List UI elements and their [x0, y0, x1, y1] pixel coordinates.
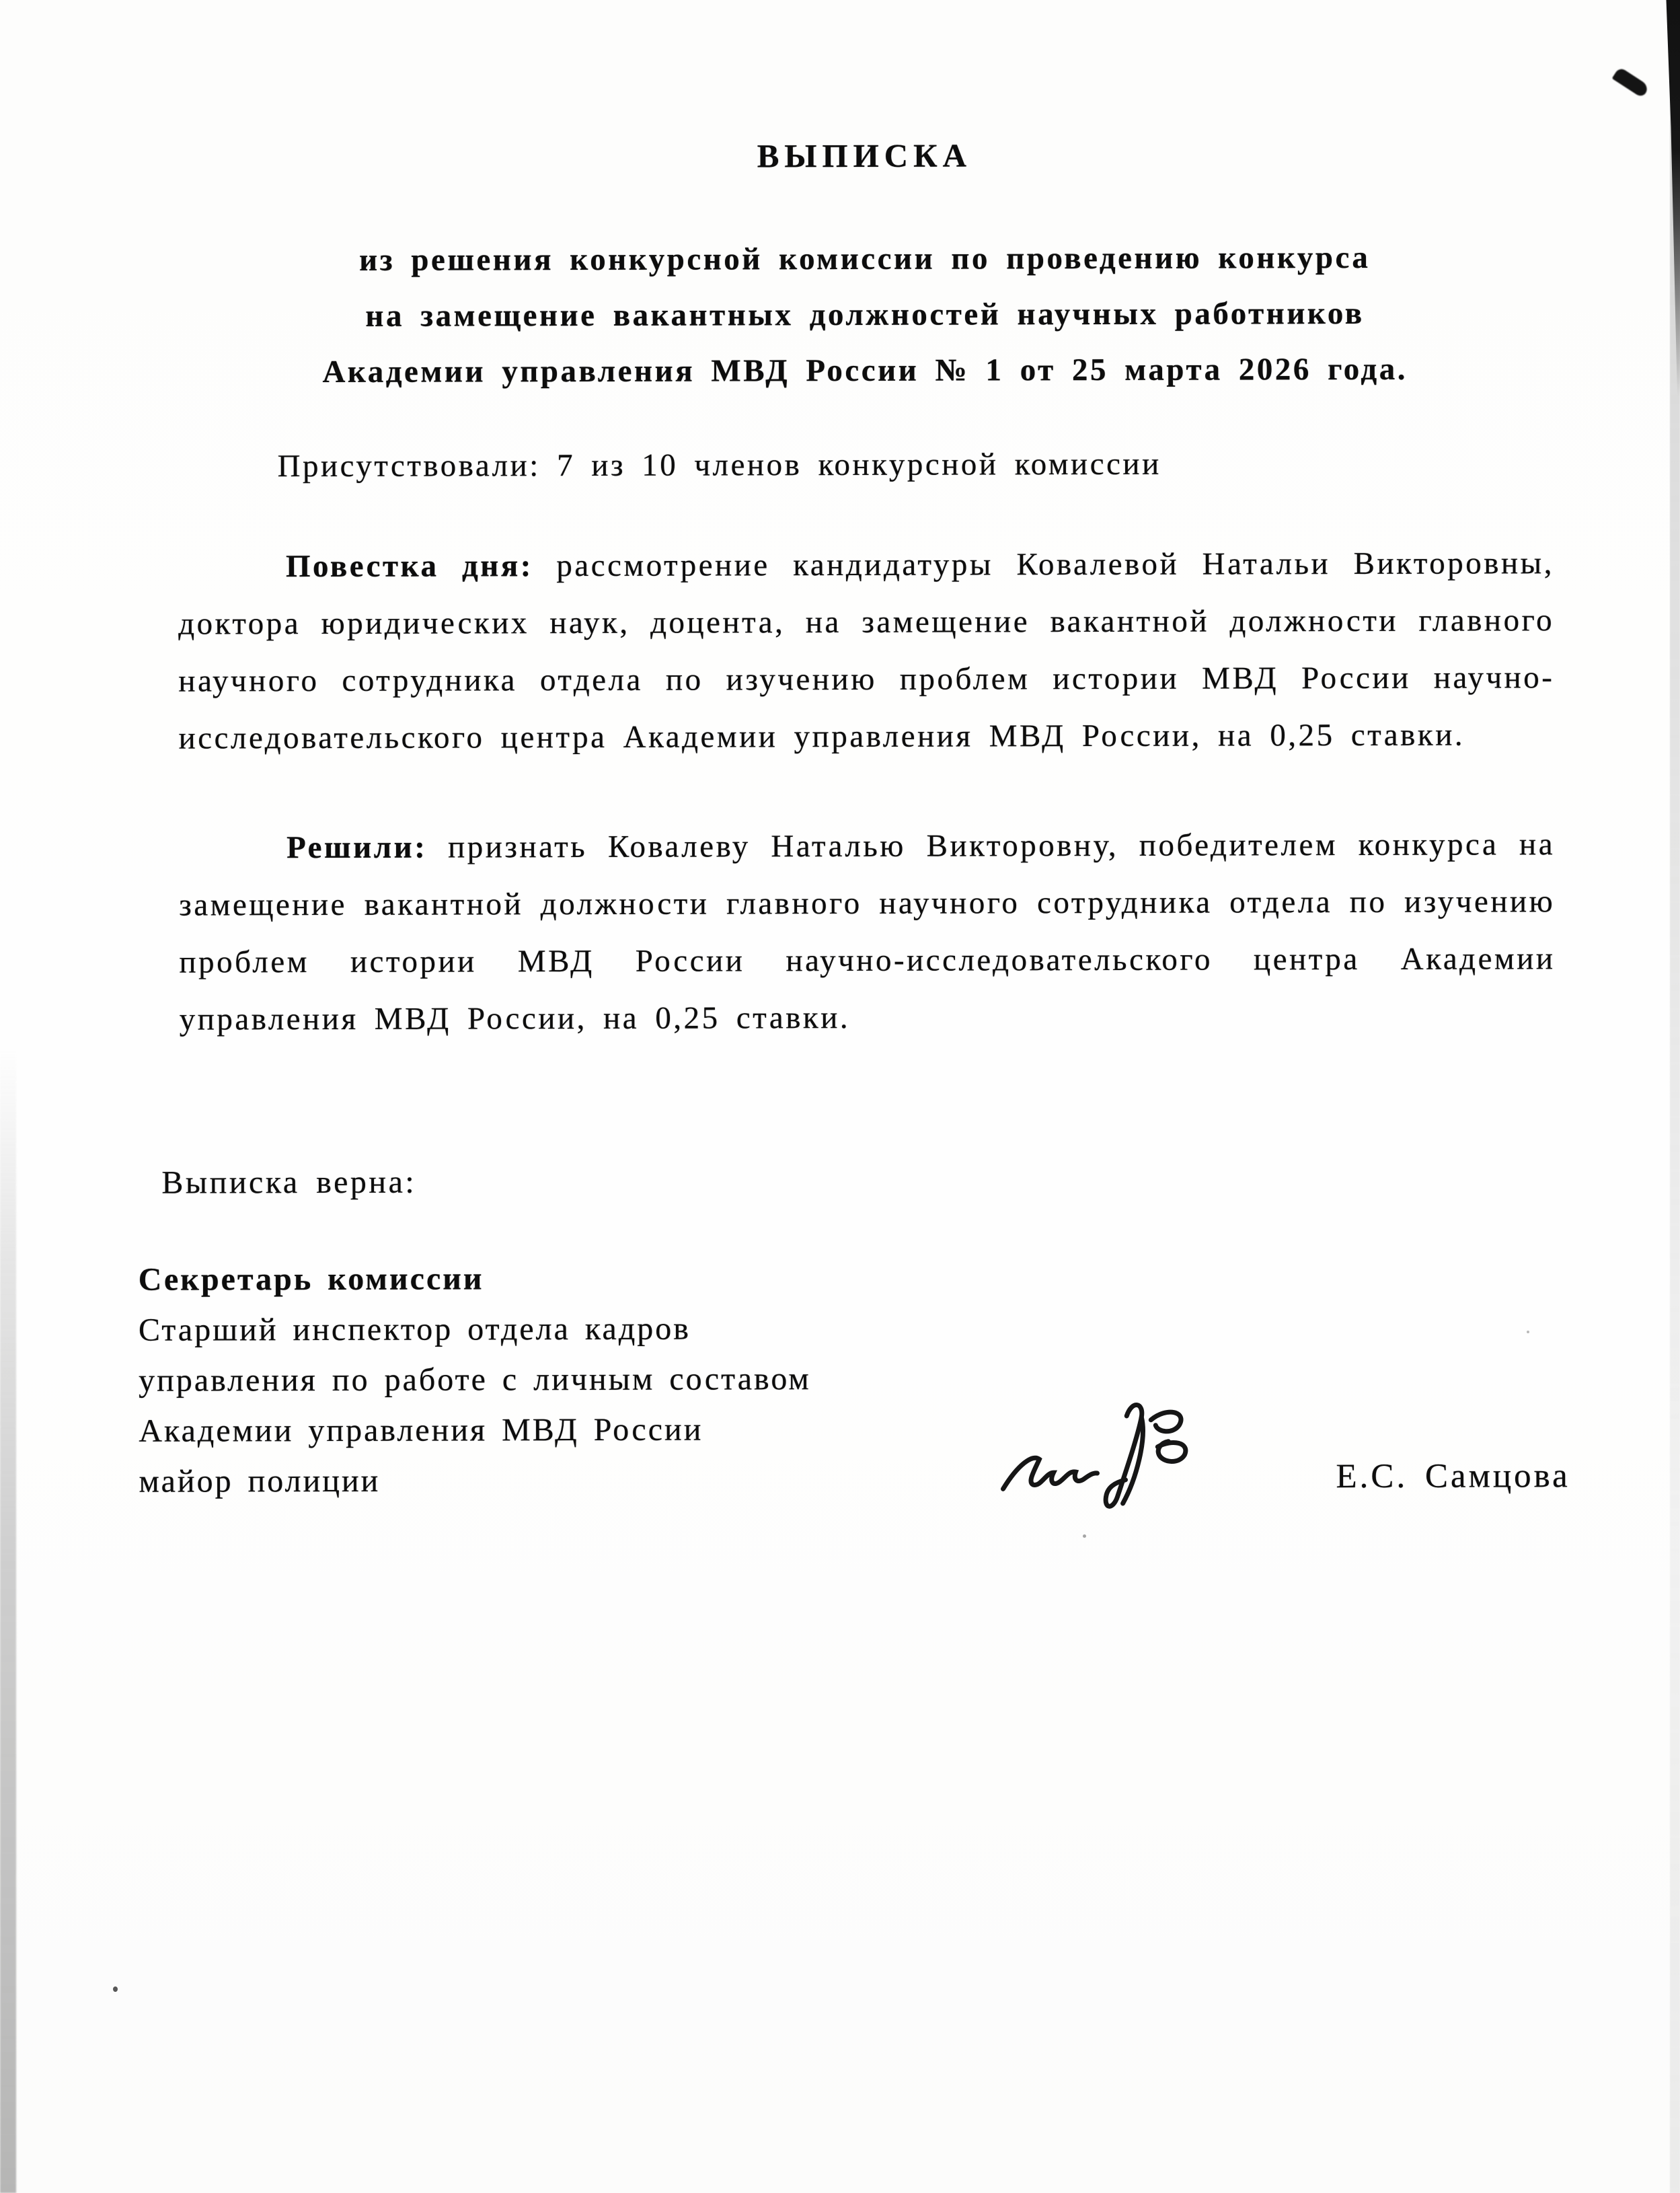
- subtitle-line: Академии управления МВД России № 1 от 25 марта 2026 года.: [322, 351, 1408, 390]
- resolution-text: признать Ковалеву Наталью Викторовну, победителем конкурса на замещение вакантной должности главного научного сотрудника отдела по изучению проблем истории МВД России научно-исследовательского центра Академии управления МВД России, на 0,25 ставки.: [179, 827, 1556, 1037]
- signatory-block: [139, 1253, 812, 1507]
- signatory-role-line: Академии управления МВД России: [139, 1411, 703, 1449]
- signatory-name: Е.С. Самцова: [1336, 1457, 1570, 1496]
- dust-speck: [113, 1986, 118, 1992]
- dust-speck: [1527, 1331, 1529, 1333]
- dust-speck: [1083, 1534, 1086, 1538]
- attendance-line: Присутствовали: 7 из 10 членов конкурсной комиссии: [277, 446, 1161, 484]
- agenda-text: рассмотрение кандидатуры Ковалевой Натальи Викторовны, доктора юридических наук, доцента, на замещение вакантной должности главного научного сотрудника отдела по изучению проблем истории МВД России научно-исследовательского центра Академии управления МВД России, на 0,25 ставки.: [178, 546, 1555, 756]
- document-title: ВЫПИСКА: [757, 137, 972, 175]
- resolution-paragraph: [179, 816, 1556, 1048]
- document-subtitle: [151, 229, 1580, 401]
- signatory-role-line: управления по работе с личным составом: [139, 1361, 811, 1399]
- agenda-paragraph: [178, 535, 1555, 767]
- subtitle-line: из решения конкурсной комиссии по проведению конкурса: [359, 239, 1371, 278]
- scan-edge-left: [0, 1049, 16, 2193]
- handwritten-signature-icon: [995, 1397, 1230, 1522]
- resolution-label: Решили:: [286, 829, 428, 866]
- subtitle-line: на замещение вакантных должностей научных работников: [365, 295, 1365, 334]
- signatory-role-title: Секретарь комиссии: [138, 1261, 484, 1298]
- signatory-role-line: Старший инспектор отдела кадров: [138, 1310, 691, 1348]
- agenda-label: Повестка дня:: [285, 548, 533, 585]
- signatory-role-line: майор полиции: [139, 1462, 381, 1499]
- certification-line: Выписка верна:: [161, 1164, 417, 1201]
